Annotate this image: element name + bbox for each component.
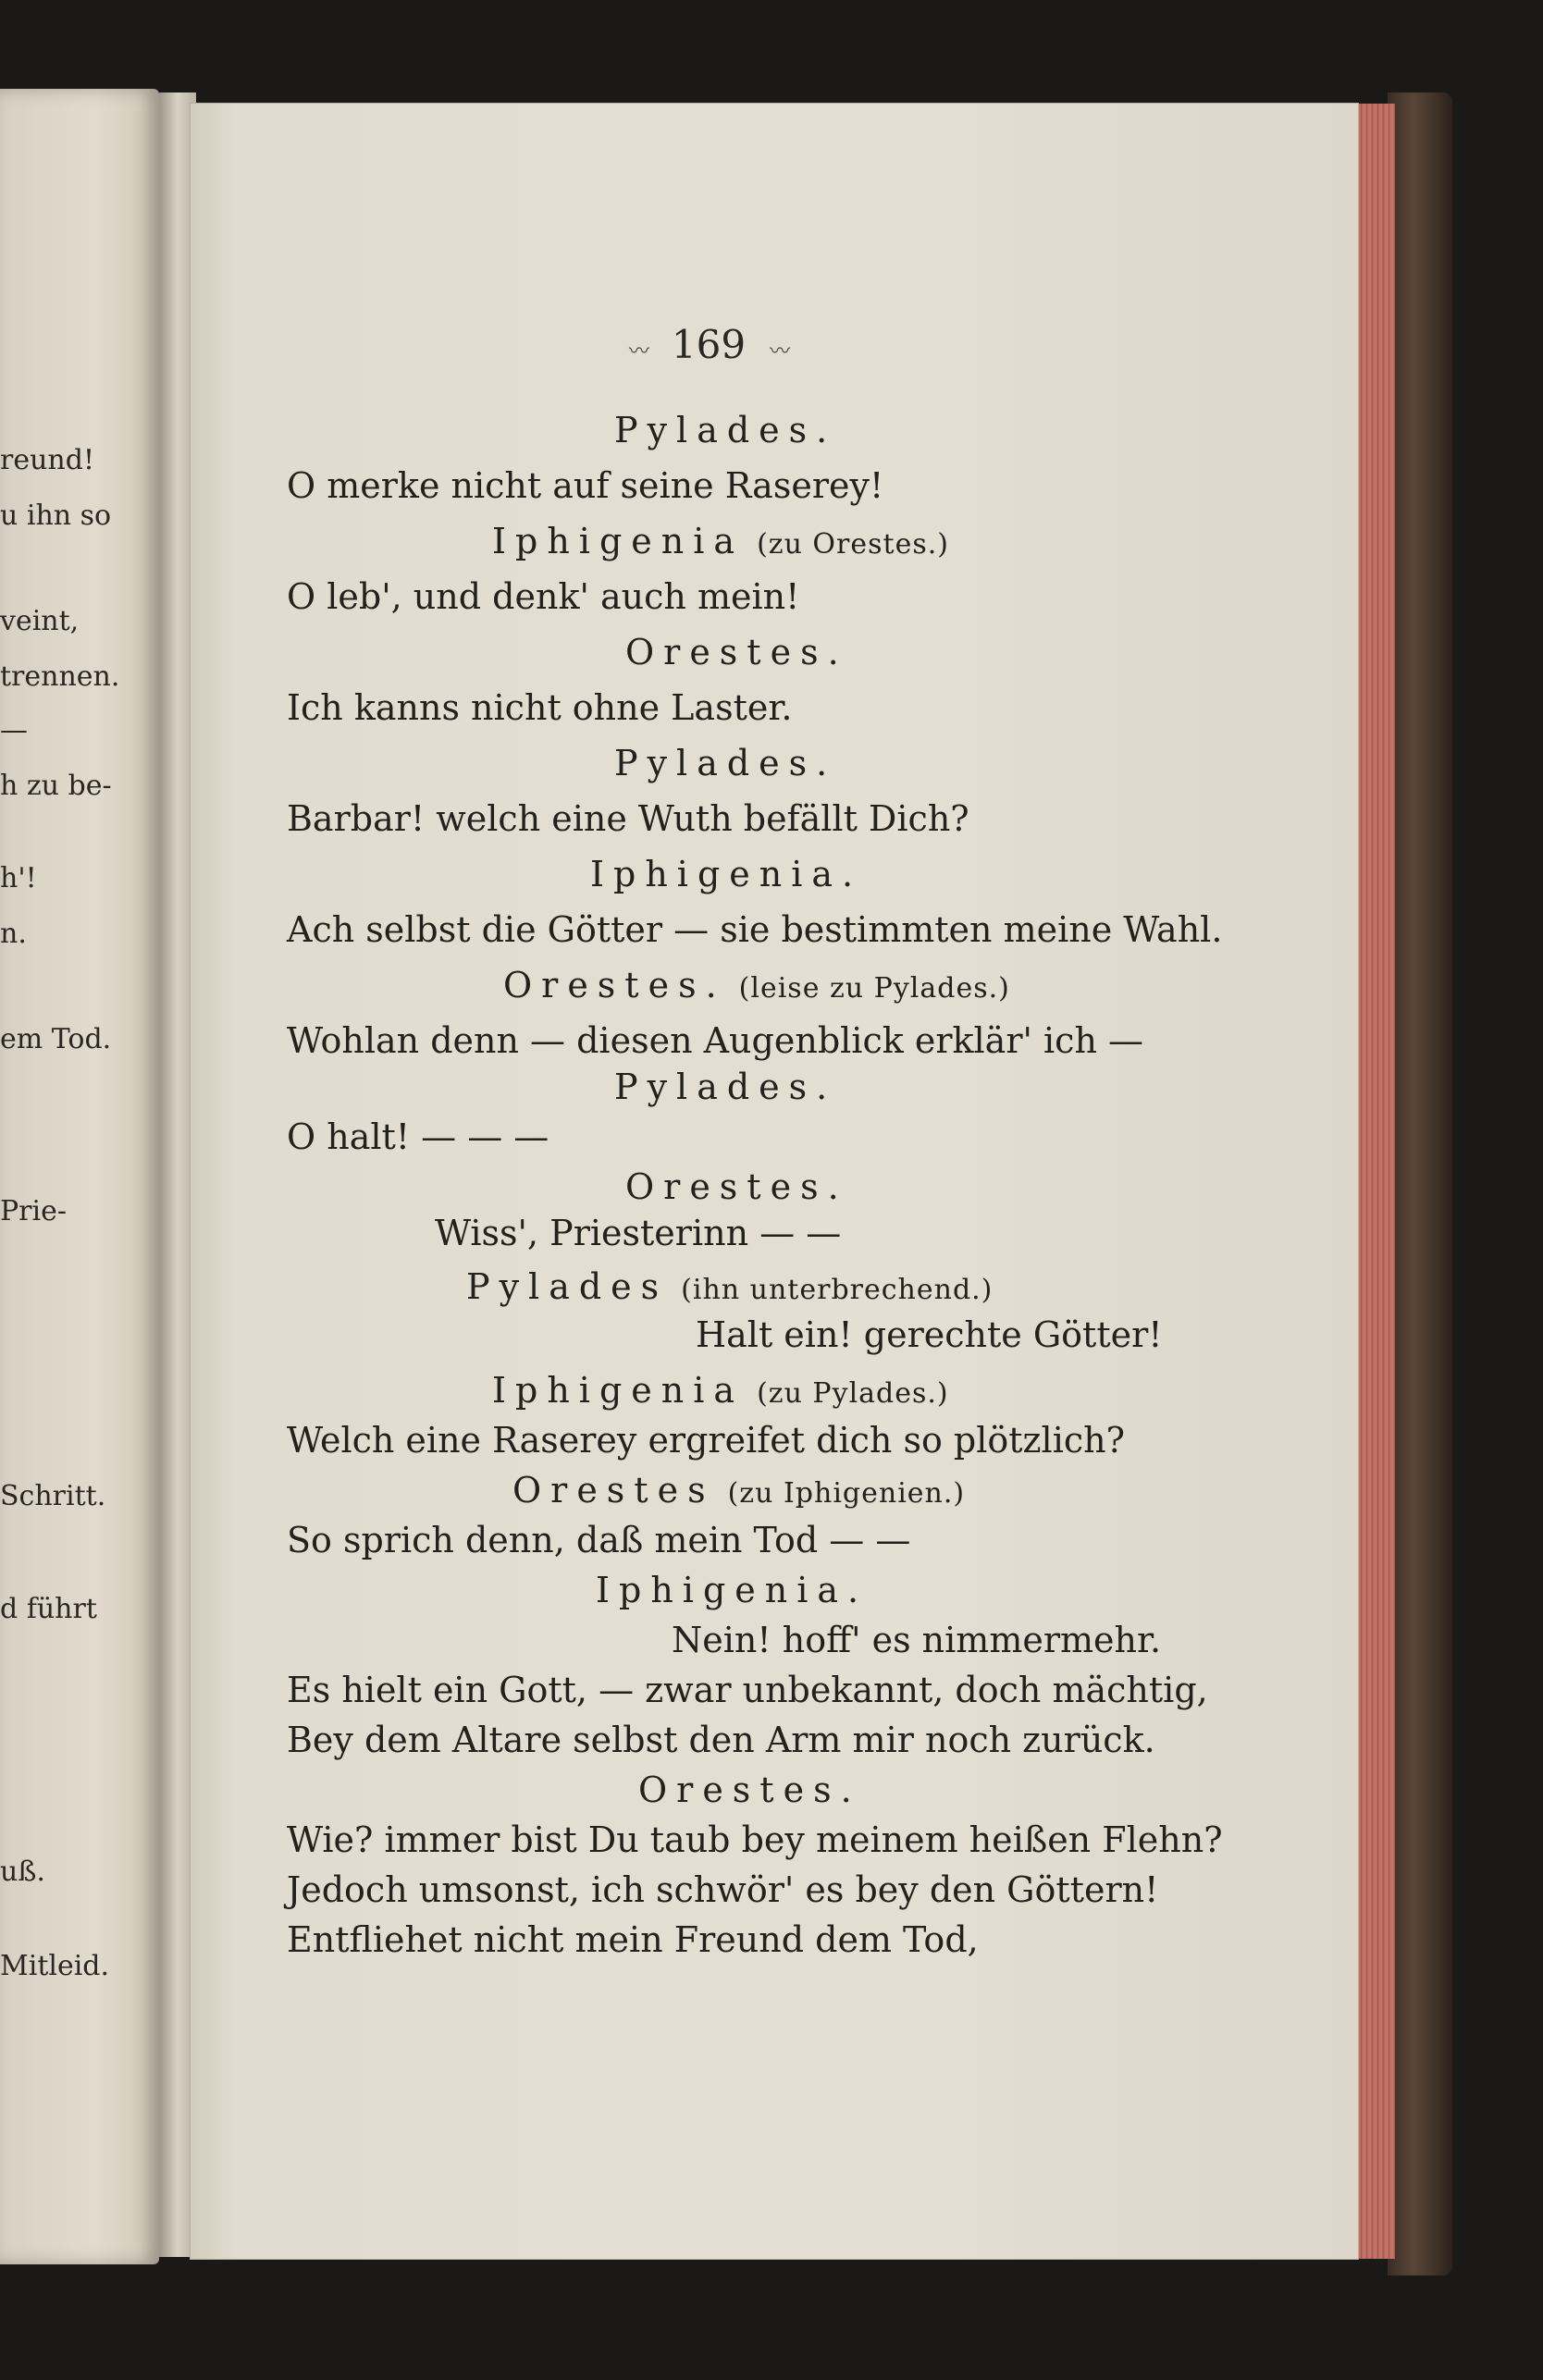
left-fragment: Schritt. xyxy=(0,1480,106,1512)
left-fragment: veint, xyxy=(0,605,80,637)
verse-line: O halt! — — — xyxy=(287,1116,549,1157)
speaker-name: Orestes. xyxy=(638,1770,861,1810)
stage-direction: (leise zu Pylades.) xyxy=(738,972,1010,1005)
left-fragment: em Tod. xyxy=(0,1023,112,1055)
speaker-name: Orestes. xyxy=(625,632,848,672)
speaker-name: Pylades xyxy=(466,1266,669,1307)
verse-line: Wie? immer bist Du taub bey meinem heißen Flehn? xyxy=(287,1819,1223,1860)
speaker-line xyxy=(638,1770,861,1810)
verse-line: Welch eine Raserey ergreifet dich so plötzlich? xyxy=(287,1420,1125,1461)
left-fragment: Mitleid. xyxy=(0,1950,110,1982)
speaker-name: Orestes. xyxy=(503,965,726,1005)
left-fragment: reund! xyxy=(0,444,94,476)
speaker-line xyxy=(503,965,1010,1005)
stage-direction: (zu Pylades.) xyxy=(757,1377,949,1410)
speaker-line xyxy=(614,410,837,450)
speaker-name: Pylades. xyxy=(614,1067,837,1107)
speaker-line xyxy=(512,1470,966,1511)
speaker-line xyxy=(492,1370,949,1411)
verse-line: Nein! hoff' es nimmermehr. xyxy=(672,1620,1162,1660)
verse-line: Wohlan denn — diesen Augenblick erklär' ich — xyxy=(287,1020,1144,1061)
verse-line: Jedoch umsonst, ich schwör' es bey den Göttern! xyxy=(287,1869,1159,1910)
speaker-line xyxy=(625,1166,848,1207)
speaker-name: Iphigenia xyxy=(492,521,745,561)
verse-line: Barbar! welch eine Wuth befällt Dich? xyxy=(287,798,969,839)
verse-line: O merke nicht auf seine Raserey! xyxy=(287,465,884,506)
left-fragment: u ihn so xyxy=(0,499,112,532)
page-header xyxy=(561,322,857,367)
left-page xyxy=(0,89,159,2264)
speaker-line xyxy=(614,1067,837,1107)
speaker-line xyxy=(590,854,863,894)
verse-line: Wiss', Priesterinn — — xyxy=(435,1213,842,1253)
speaker-line xyxy=(466,1266,994,1307)
verse-line: Halt ein! gerechte Götter! xyxy=(696,1314,1163,1355)
verse-line: O leb', und denk' auch mein! xyxy=(287,576,800,617)
speaker-name: Iphigenia. xyxy=(596,1570,869,1610)
left-fragment: Prie- xyxy=(0,1195,68,1227)
left-fragment: h'! xyxy=(0,862,37,894)
left-fragment: h zu be- xyxy=(0,770,112,802)
stage-direction: (ihn unterbrechend.) xyxy=(681,1274,994,1306)
speaker-line xyxy=(625,632,848,672)
left-fragment: d führt xyxy=(0,1593,97,1625)
left-fragment: trennen. xyxy=(0,660,120,693)
verse-line: Ich kanns nicht ohne Laster. xyxy=(287,687,793,728)
book-binding xyxy=(1388,92,1452,2275)
speaker-name: Pylades. xyxy=(614,743,837,783)
verse-line: Ach selbst die Götter — sie bestimmten meine Wahl. xyxy=(287,909,1223,950)
ornament-left: 〰 xyxy=(628,340,648,364)
speaker-line xyxy=(492,521,949,561)
speaker-name: Orestes xyxy=(512,1470,715,1511)
speaker-line xyxy=(596,1572,868,1608)
speaker-name: Pylades. xyxy=(614,410,837,450)
left-fragment: — xyxy=(0,714,28,746)
page-number: 169 xyxy=(671,322,747,367)
speaker-name: Iphigenia. xyxy=(590,854,863,894)
speaker-line xyxy=(614,743,837,783)
verse-line: So sprich denn, daß mein Tod — — xyxy=(287,1520,911,1560)
speaker-name: Orestes. xyxy=(625,1166,848,1207)
left-fragment: uß. xyxy=(0,1856,45,1888)
verse-line: Entfliehet nicht mein Freund dem Tod, xyxy=(287,1919,979,1960)
left-fragment: n. xyxy=(0,918,27,950)
stage-direction: (zu Orestes.) xyxy=(757,528,949,561)
speaker-name: Iphigenia xyxy=(492,1370,745,1411)
verse-line: Es hielt ein Gott, — zwar unbekannt, doch mächtig, xyxy=(287,1670,1208,1710)
verse-line: Bey dem Altare selbst den Arm mir noch zurück. xyxy=(287,1720,1155,1760)
stage-direction: (zu Iphigenien.) xyxy=(727,1477,966,1510)
ornament-right: 〰 xyxy=(770,340,789,364)
